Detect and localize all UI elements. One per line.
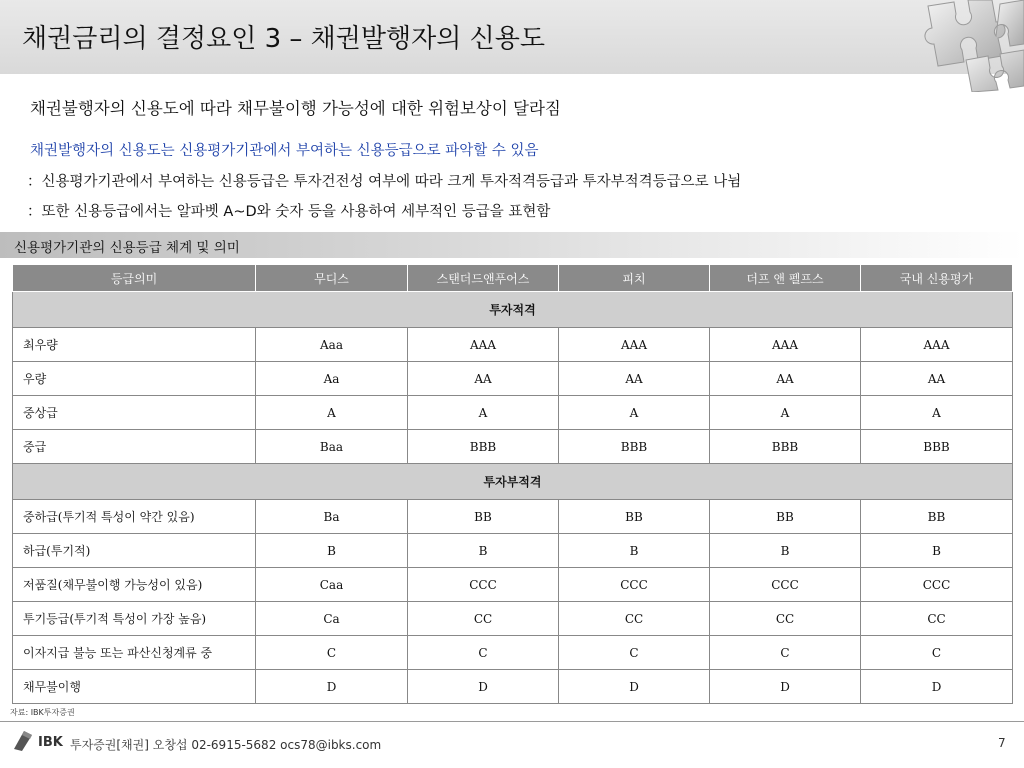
table-cell: Ca: [256, 602, 408, 636]
table-cell: D: [710, 670, 861, 704]
group-row: [13, 292, 1013, 328]
table-cell: 저품질(채무불이행 가능성이 있음): [13, 568, 256, 602]
note-line-2: ：또한 신용등급에서는 알파벳 A~D와 숫자 등을 사용하여 세부적인 등급을 표현함: [27, 204, 551, 220]
table-cell: B: [861, 534, 1013, 568]
ibk-logo-icon: [12, 729, 34, 751]
table-cell: BB: [408, 500, 559, 534]
table-cell: BB: [559, 500, 710, 534]
table-cell: CC: [559, 602, 710, 636]
header-cell: 등급의미: [13, 265, 256, 292]
table-cell: A: [559, 396, 710, 430]
table-cell: Ba: [256, 500, 408, 534]
table-cell: BBB: [861, 430, 1013, 464]
table-cell: CC: [861, 602, 1013, 636]
table-cell: Baa: [256, 430, 408, 464]
table-cell: CC: [408, 602, 559, 636]
table-cell: 중하급(투기적 특성이 약간 있음): [13, 500, 256, 534]
table-cell: AA: [408, 362, 559, 396]
table-row: [13, 568, 1013, 602]
group-label: 투자적격: [13, 292, 1013, 328]
page-number: 7: [998, 736, 1006, 750]
table-cell: AAA: [559, 328, 710, 362]
table-cell: CCC: [861, 568, 1013, 602]
table-cell: C: [256, 636, 408, 670]
section-title: 신용평가기관의 신용등급 체계 및 의미: [14, 240, 240, 256]
puzzle-pieces-decoration: [888, 0, 1024, 92]
header-cell: 국내 신용평가: [861, 265, 1013, 292]
table-cell: CCC: [408, 568, 559, 602]
table-header-row: [13, 265, 1013, 292]
footer-divider: [0, 721, 1024, 722]
table-cell: B: [710, 534, 861, 568]
table-cell: AAA: [861, 328, 1013, 362]
table-cell: C: [559, 636, 710, 670]
group-row: [13, 464, 1013, 500]
table-cell: BB: [861, 500, 1013, 534]
table-cell: C: [861, 636, 1013, 670]
header-cell: 무디스: [256, 265, 408, 292]
table-cell: C: [408, 636, 559, 670]
table-cell: AA: [861, 362, 1013, 396]
table-cell: BBB: [408, 430, 559, 464]
table-row: [13, 396, 1013, 430]
group-label: 투자부적격: [13, 464, 1013, 500]
table-cell: 최우량: [13, 328, 256, 362]
table-cell: CCC: [710, 568, 861, 602]
page-title: 채권금리의 결정요인 3 – 채권발행자의 신용도: [22, 24, 545, 54]
credit-rating-table: [12, 264, 1013, 704]
title-bar: [0, 0, 1024, 74]
table-cell: 이자지급 불능 또는 파산신청계류 중: [13, 636, 256, 670]
table-cell: A: [861, 396, 1013, 430]
table-cell: BB: [710, 500, 861, 534]
section-bar: [0, 232, 1024, 258]
table-cell: BBB: [559, 430, 710, 464]
table-cell: D: [256, 670, 408, 704]
table-cell: B: [559, 534, 710, 568]
table-cell: 하급(투기적): [13, 534, 256, 568]
table-cell: Aaa: [256, 328, 408, 362]
header-cell: 스탠더드앤푸어스: [408, 265, 559, 292]
table-row: [13, 534, 1013, 568]
table-row: [13, 670, 1013, 704]
table-row: [13, 636, 1013, 670]
table-row: [13, 430, 1013, 464]
table-cell: A: [710, 396, 861, 430]
table-cell: 중급: [13, 430, 256, 464]
table-cell: 중상급: [13, 396, 256, 430]
table-cell: D: [559, 670, 710, 704]
table-cell: D: [861, 670, 1013, 704]
blue-subheading: 채권발행자의 신용도는 신용평가기관에서 부여하는 신용등급으로 파악할 수 있음: [30, 143, 539, 159]
table-cell: A: [256, 396, 408, 430]
table-cell: AAA: [408, 328, 559, 362]
table-cell: 투기등급(투기적 특성이 가장 높음): [13, 602, 256, 636]
header-cell: 더프 앤 펠프스: [710, 265, 861, 292]
table-cell: CCC: [559, 568, 710, 602]
table-cell: C: [710, 636, 861, 670]
source-note: 자료: IBK투자증권: [10, 708, 75, 717]
table-row: [13, 602, 1013, 636]
table-cell: D: [408, 670, 559, 704]
table-cell: 우량: [13, 362, 256, 396]
brand-name: IBK: [38, 735, 63, 750]
table-cell: AA: [559, 362, 710, 396]
table-cell: 채무불이행: [13, 670, 256, 704]
table-cell: CC: [710, 602, 861, 636]
table-cell: AAA: [710, 328, 861, 362]
table-row: [13, 500, 1013, 534]
table-cell: B: [256, 534, 408, 568]
table-cell: B: [408, 534, 559, 568]
table-cell: AA: [710, 362, 861, 396]
note-line-1: ：신용평가기관에서 부여하는 신용등급은 투자건전성 여부에 따라 크게 투자적격등급과 투자부적격등급으로 나뉨: [27, 174, 742, 190]
table-cell: Aa: [256, 362, 408, 396]
table-row: [13, 328, 1013, 362]
table-cell: Caa: [256, 568, 408, 602]
table-cell: A: [408, 396, 559, 430]
headline-text: 채권불행자의 신용도에 따라 채무불이행 가능성에 대한 위험보상이 달라짐: [30, 99, 561, 118]
table-cell: BBB: [710, 430, 861, 464]
table-row: [13, 362, 1013, 396]
contact-info: 투자증권[채권] 오창섭 02-6915-5682 ocs78@ibks.com: [70, 738, 382, 752]
header-cell: 피치: [559, 265, 710, 292]
